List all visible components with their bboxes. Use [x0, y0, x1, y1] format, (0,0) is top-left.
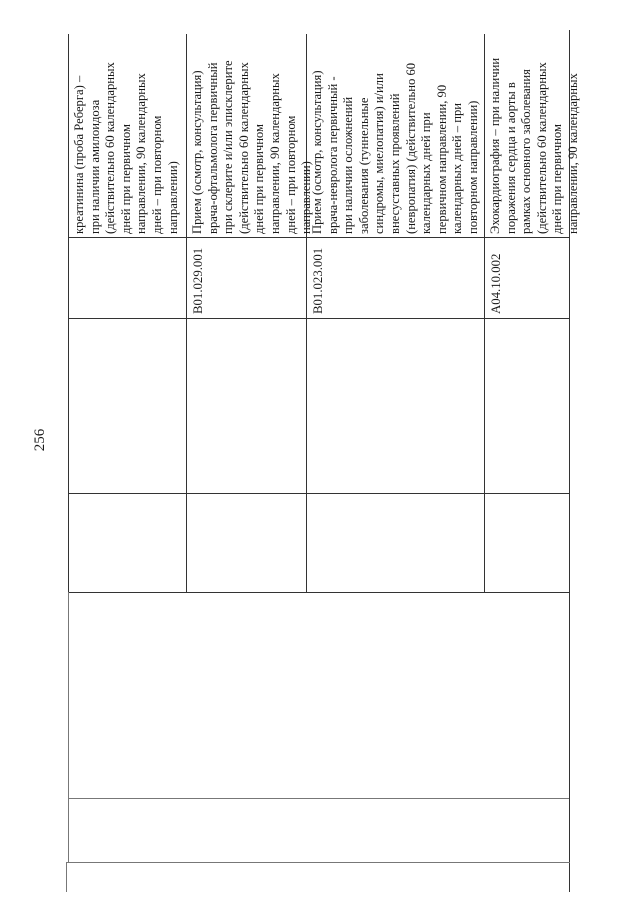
- description-line: дней при первичном: [252, 124, 267, 234]
- table-border-right: [66, 862, 570, 863]
- description-cell: [488, 58, 582, 234]
- description-line: креатинина (проба Реберга) –: [72, 75, 86, 234]
- description-line: заболевания (туннельные: [356, 97, 371, 234]
- description-line: календарных дней – при: [450, 102, 465, 234]
- description-cell: [190, 60, 315, 234]
- description-cell: [72, 62, 181, 234]
- description-line: рамках основного заболевания: [519, 69, 534, 234]
- table-border-extension: [66, 862, 67, 892]
- description-line: врача-невролога первичный -: [325, 76, 340, 234]
- service-code: B01.029.001: [191, 247, 205, 314]
- row-divider: [186, 34, 187, 592]
- description-line: Прием (осмотр, консультация): [190, 70, 204, 234]
- description-line: поражения сердца и аорты в: [503, 82, 518, 234]
- description-line: дней – при повторном: [149, 115, 164, 234]
- description-line: (действительно 60 календарных: [103, 62, 118, 234]
- description-line: при наличии осложнений: [341, 96, 356, 234]
- description-cell: [310, 63, 482, 234]
- column-divider: [68, 798, 569, 799]
- description-line: направлении): [165, 161, 180, 234]
- description-line: (действительно 60 календарных: [236, 62, 251, 234]
- description-line: при наличии амилоидоза: [87, 99, 102, 234]
- description-line: врача-офтальмолога первичный: [205, 62, 220, 234]
- service-code: B01.023.001: [311, 247, 325, 314]
- row-divider: [484, 34, 485, 592]
- description-line: направлении, 90 календарных: [565, 73, 580, 234]
- column-divider: [68, 318, 569, 319]
- table-border-left: [68, 592, 69, 862]
- description-line: (действительно 60 календарных: [534, 62, 549, 234]
- service-code: A04.10.002: [489, 253, 503, 314]
- description-line: направлении, 90 календарных: [267, 73, 282, 234]
- description-line: повторном направлении): [465, 100, 480, 234]
- description-line: первичном направлении, 90: [434, 84, 449, 234]
- description-line: при склерите и/или эписклерите: [221, 60, 236, 234]
- page-number: 256: [32, 428, 48, 452]
- description-line: дней – при повторном: [283, 115, 298, 234]
- description-line: внесуставных проявлений: [387, 93, 402, 234]
- description-line: направлении, 90 календарных: [134, 73, 149, 234]
- description-line: календарных дней при: [419, 112, 434, 234]
- description-line: синдромы, миелопатия) и/или: [372, 73, 387, 234]
- column-divider: [68, 493, 569, 494]
- description-line: Прием (осмотр, консультация): [310, 70, 324, 234]
- column-divider: [68, 592, 569, 593]
- description-line: Эхокардиография – при наличии: [488, 57, 502, 234]
- table-border-top: [68, 34, 69, 592]
- description-line: дней при первичном: [550, 124, 565, 234]
- description-line: (невропатия) (действительно 60: [403, 62, 418, 234]
- description-line: направлении): [299, 161, 314, 234]
- column-divider: [68, 237, 569, 238]
- description-line: дней при первичном: [118, 124, 133, 234]
